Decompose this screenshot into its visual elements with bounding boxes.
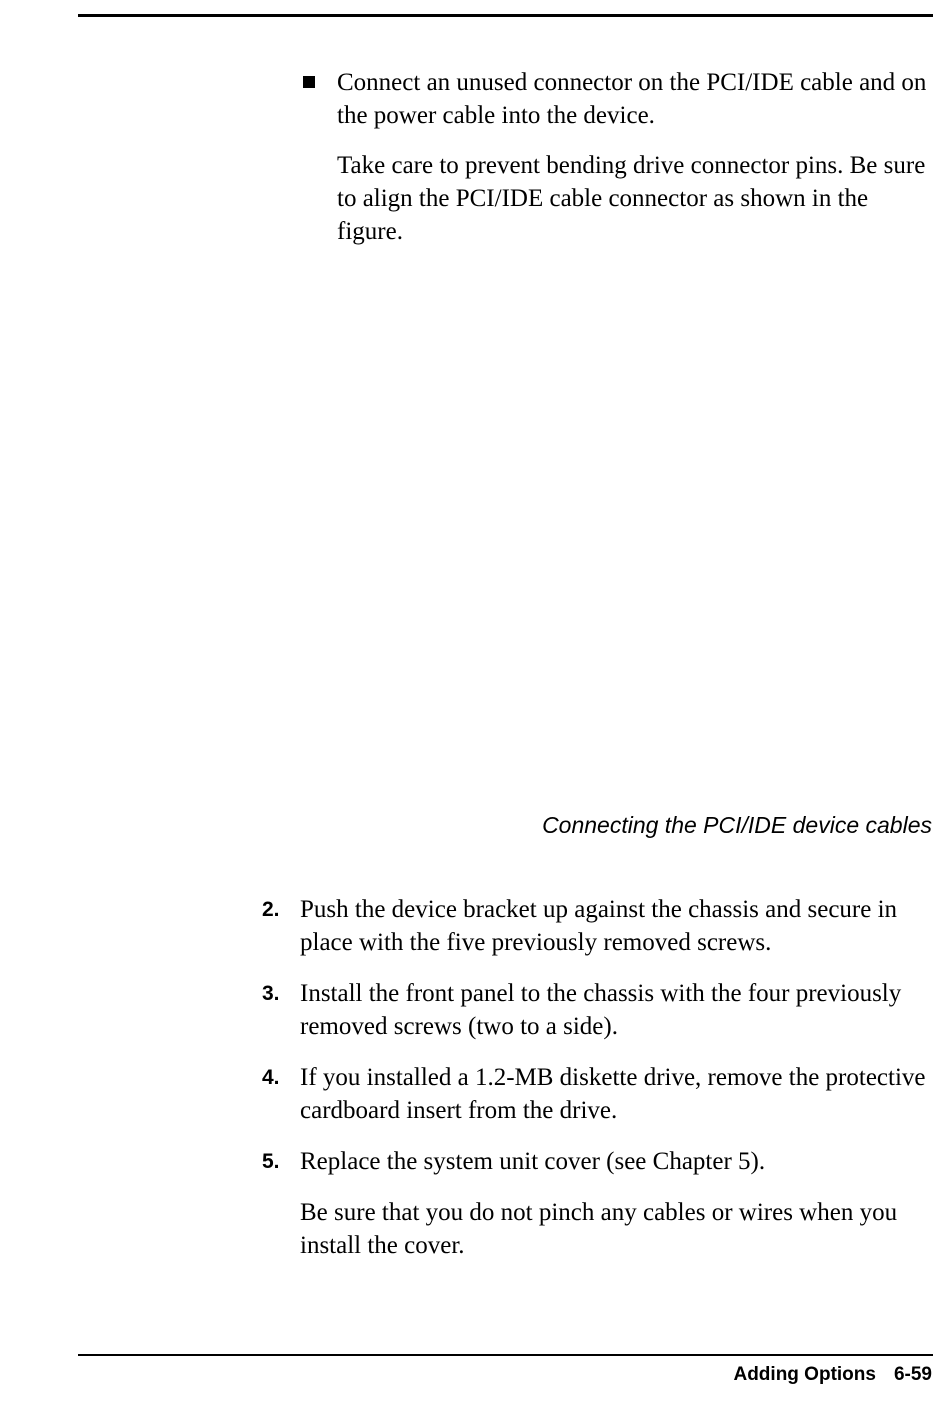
step-item: [262, 893, 934, 959]
step-number: 3.: [262, 982, 280, 1005]
figure-caption: Connecting the PCI/IDE device cables: [542, 812, 932, 838]
step-text: Replace the system unit cover (see Chapter 5).: [300, 1148, 766, 1175]
bullet-block: [303, 66, 933, 248]
bullet-note: Take care to prevent bending drive connector pins. Be sure to align the PCI/IDE cable connector as shown in the figure.: [337, 152, 926, 245]
top-rule: [78, 14, 933, 17]
step-number: 2.: [262, 898, 280, 921]
footer-section-title: Adding Options: [733, 1364, 876, 1385]
bottom-rule: [78, 1354, 933, 1356]
step-item: [262, 1145, 934, 1178]
bullet-text: Connect an unused connector on the PCI/IDE cable and on the power cable into the device.: [337, 69, 927, 129]
figure-area: [303, 265, 933, 795]
step-text: If you installed a 1.2-MB diskette drive, remove the protective cardboard insert from the drive.: [300, 1064, 926, 1124]
step-note: Be sure that you do not pinch any cables or wires when you install the cover.: [300, 1199, 898, 1259]
page-footer: [733, 1364, 932, 1386]
step-item: [262, 1061, 934, 1127]
bullet-item: [303, 66, 933, 132]
step-item: [262, 977, 934, 1043]
footer-page-number: 6-59: [893, 1364, 932, 1385]
step-text: Install the front panel to the chassis with the four previously removed screws (two to a side).: [300, 980, 902, 1040]
step-number: 5.: [262, 1150, 280, 1173]
step-text: Push the device bracket up against the chassis and secure in place with the five previously removed screws.: [300, 896, 898, 956]
square-bullet-icon: [303, 76, 315, 88]
step-number: 4.: [262, 1066, 280, 1089]
steps-list: [262, 893, 934, 1262]
